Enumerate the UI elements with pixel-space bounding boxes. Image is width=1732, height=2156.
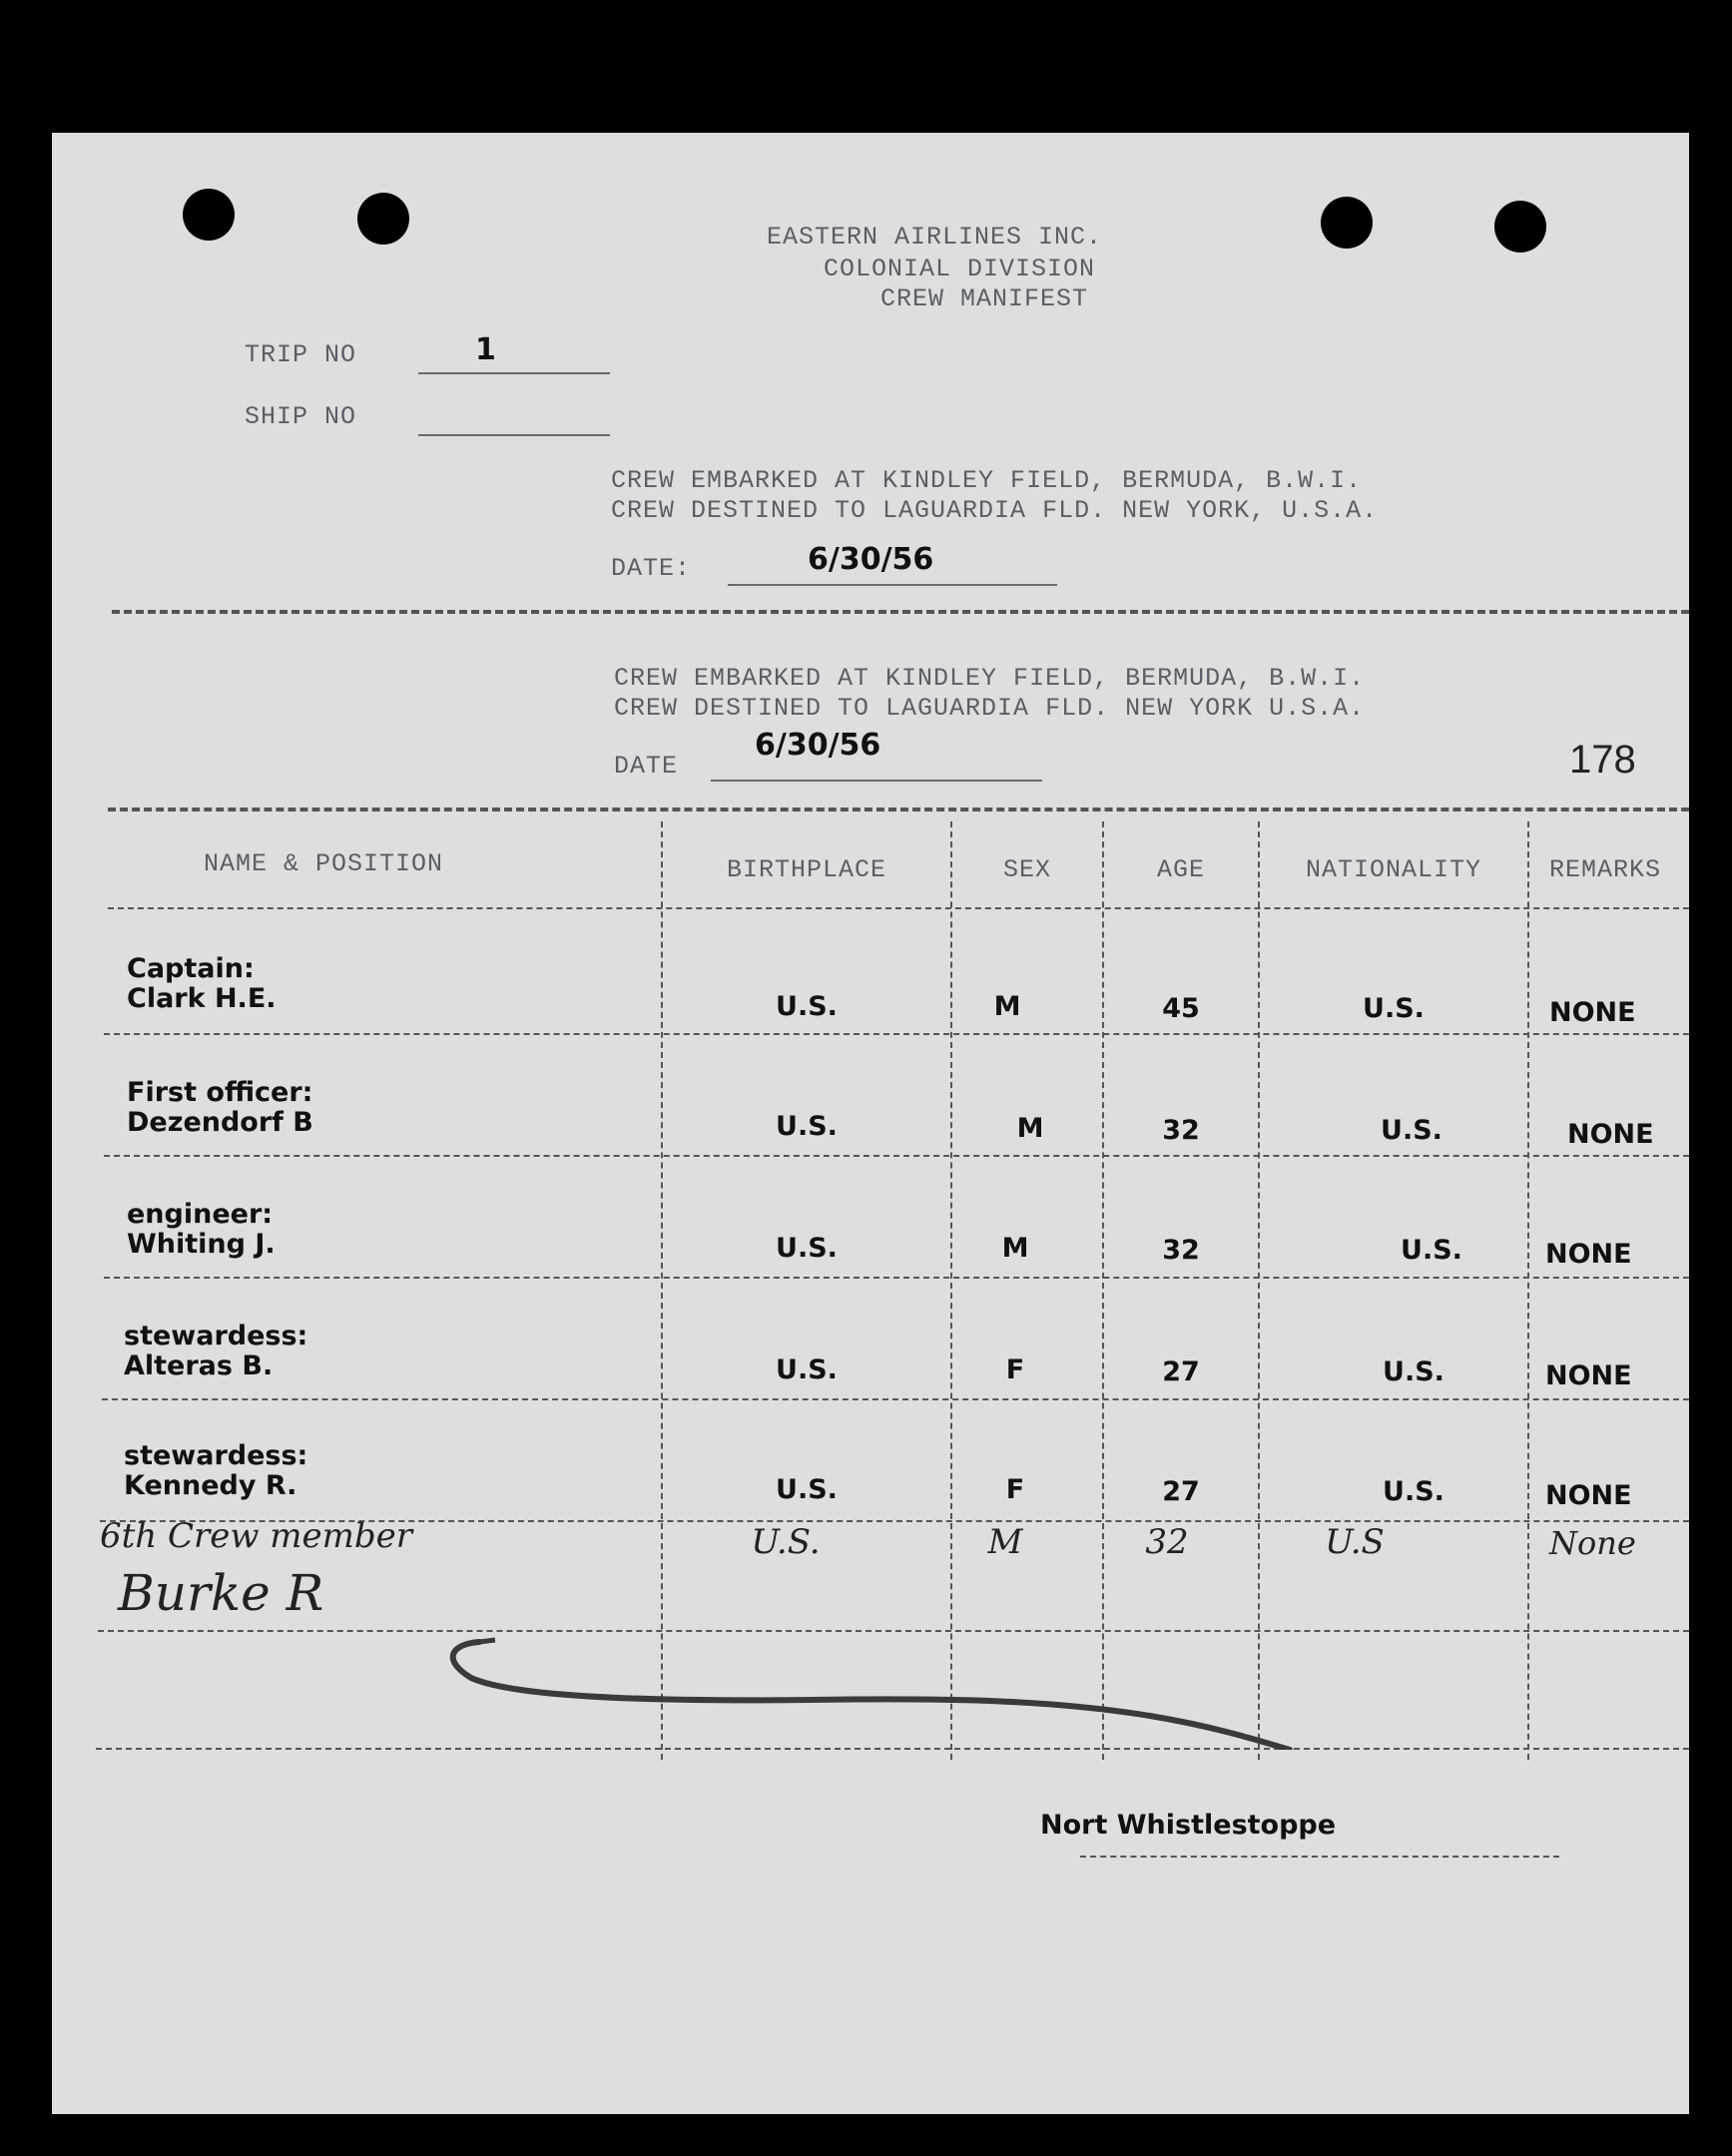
division-name: COLONIAL DIVISION [824,255,1096,283]
crew-position: engineer: [127,1199,274,1230]
crew-name: Whiting J. [127,1229,276,1260]
crew-position: Captain: [127,953,255,984]
date-value-1: 6/30/56 [808,542,934,577]
crew-birthplace: U.S. [776,1233,838,1264]
date-value-2: 6/30/56 [755,728,881,763]
handwritten-name: Burke R [118,1564,324,1622]
header-nationality: NATIONALITY [1305,855,1482,884]
crew-position: First officer: [127,1077,313,1108]
crew-sex: F [1005,1354,1025,1385]
handwritten-sex: M [987,1522,1023,1562]
section-divider [112,610,1689,614]
handwritten-remarks: None [1549,1524,1636,1562]
crew-sex: M [1001,1233,1029,1264]
punch-hole [357,193,409,245]
crew-nationality: U.S. [1383,1476,1444,1507]
closing-pen-stroke [431,1630,1310,1750]
column-divider [1102,821,1104,1760]
row-divider [104,1155,1689,1157]
destined-line-1: CREW DESTINED TO LAGUARDIA FLD. NEW YORK, U.S.A. [611,496,1379,525]
handwritten-birthplace: U.S. [751,1522,821,1562]
handwritten-nationality: U.S [1325,1522,1385,1562]
trip-label: TRIP NO [245,340,357,369]
row-divider [102,1398,1689,1400]
crew-name: Kennedy R. [124,1470,297,1501]
crew-nationality: U.S. [1363,993,1425,1024]
date-label-1: DATE: [611,554,692,583]
column-divider [1527,821,1529,1760]
table-top-border [108,808,1689,811]
header-bottom-border [108,907,1689,909]
column-divider [661,821,663,1760]
crew-remarks: NONE [1545,1360,1632,1391]
crew-age: 27 [1162,1356,1200,1387]
crew-age: 32 [1162,1115,1200,1146]
embarked-line-1: CREW EMBARKED AT KINDLEY FIELD, BERMUDA, B.W.I. [611,466,1363,495]
page-number-stamp: 178 [1569,738,1636,782]
crew-remarks: NONE [1549,997,1636,1028]
destined-line-2: CREW DESTINED TO LAGUARDIA FLD. NEW YORK U.S.A. [614,694,1366,723]
punch-hole [1494,201,1546,253]
crew-nationality: U.S. [1401,1235,1462,1266]
row-divider [104,1033,1689,1035]
crew-nationality: U.S. [1383,1356,1444,1387]
crew-name: Alteras B. [124,1350,274,1381]
date-underline-2 [711,780,1042,782]
ship-label: SHIP NO [245,402,357,431]
crew-age: 27 [1162,1476,1200,1507]
ship-underline [418,434,610,436]
signature-name: Nort Whistlestoppe [1040,1810,1337,1841]
crew-birthplace: U.S. [776,1354,838,1385]
crew-remarks: NONE [1545,1480,1632,1511]
handwritten-position: 6th Crew member [100,1516,413,1556]
trip-value: 1 [475,332,496,367]
header-remarks: REMARKS [1549,855,1662,884]
crew-position: stewardess: [124,1440,308,1471]
crew-remarks: NONE [1567,1119,1654,1150]
crew-nationality: U.S. [1381,1115,1443,1146]
crew-birthplace: U.S. [776,991,838,1022]
header-name-position: NAME & POSITION [204,849,444,878]
crew-sex: M [1016,1113,1044,1144]
manifest-sheet [52,133,1689,2114]
embarked-line-2: CREW EMBARKED AT KINDLEY FIELD, BERMUDA, B.W.I. [614,664,1366,693]
header-sex: SEX [1002,855,1051,884]
date-underline-1 [728,584,1057,586]
crew-position: stewardess: [124,1321,308,1351]
row-divider [104,1277,1689,1279]
company-name: EASTERN AIRLINES INC. [767,223,1103,252]
header-birthplace: BIRTHPLACE [726,855,887,884]
column-divider [1258,821,1260,1760]
crew-sex: F [1005,1474,1025,1505]
header-age: AGE [1156,855,1205,884]
crew-age: 32 [1162,1235,1200,1266]
crew-name: Dezendorf B [127,1107,313,1138]
punch-hole [183,189,235,241]
signature-line [1080,1856,1559,1858]
trip-underline [418,372,610,374]
crew-name: Clark H.E. [127,983,277,1014]
document-title: CREW MANIFEST [880,284,1089,313]
crew-remarks: NONE [1545,1239,1632,1270]
crew-birthplace: U.S. [776,1474,838,1505]
punch-hole [1321,197,1373,249]
crew-birthplace: U.S. [776,1111,838,1142]
date-label-2: DATE [614,752,679,781]
column-divider [950,821,952,1760]
crew-sex: M [993,991,1021,1022]
handwritten-age: 32 [1145,1522,1189,1562]
crew-age: 45 [1162,993,1200,1024]
